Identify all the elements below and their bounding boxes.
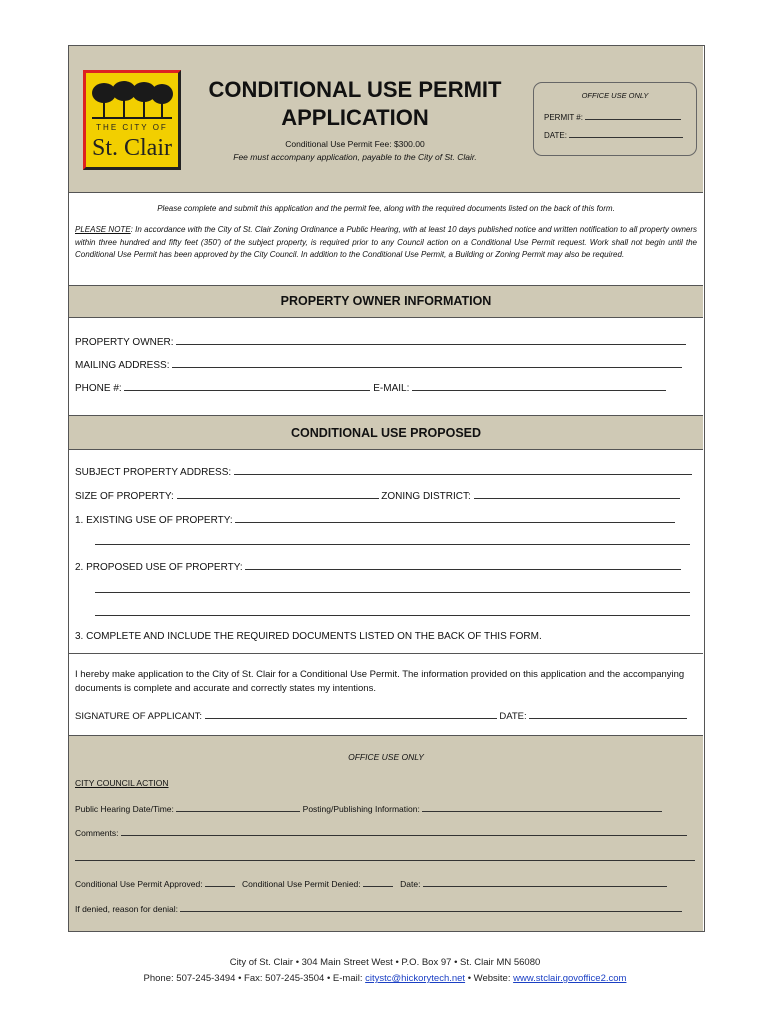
comments-field[interactable]	[75, 827, 695, 838]
permit-form	[68, 45, 705, 932]
signature-field[interactable]	[205, 710, 497, 719]
declaration-text: I hereby make application to the City of St. Clair for a Conditional Use Permit. The information provided on this application and the accompanying documents is complete and accurate and correctly states my intentions.	[75, 669, 685, 694]
signature-date-label: DATE:	[499, 711, 527, 722]
subject-address-field[interactable]	[75, 466, 695, 478]
hearing-label: Public Hearing Date/Time:	[75, 804, 174, 814]
logo-city-text: THE CITY OF	[96, 123, 168, 132]
instructions-note	[75, 224, 697, 262]
page-footer	[0, 955, 770, 987]
existing-use-label: 1. EXISTING USE OF PROPERTY:	[75, 515, 233, 526]
proposed-use-line-3[interactable]	[95, 607, 695, 619]
title-line-2: APPLICATION	[281, 105, 429, 130]
note-label: PLEASE NOTE	[75, 225, 131, 234]
office-date-label: DATE:	[544, 131, 567, 140]
proposed-section-header	[69, 416, 703, 450]
comments-line-2[interactable]	[75, 852, 695, 863]
trees-icon	[90, 79, 174, 123]
mailing-address-field[interactable]	[75, 359, 695, 371]
approval-row	[75, 878, 695, 889]
email-link[interactable]: citystc@hickorytech.net	[365, 973, 466, 984]
note-text: : In accordance with the City of St. Clair Zoning Ordinance a Public Hearing, with at least 10 days published notice and written notification to all property owners within three hundred and fifty feet (350') of the subject property, is required prior to any Council action on a Conditional Use Permit request. Work shall not begin until the Conditional Use Permit has been approved by the City Council. In addition to the Conditional Use Permit, a Building or Zoning Permit may also be required.	[75, 225, 698, 259]
owner-section	[69, 318, 703, 416]
fee-line: Conditional Use Permit Fee: $300.00	[285, 139, 425, 149]
denial-reason-field[interactable]	[75, 903, 695, 914]
posting-label: Posting/Publishing Information:	[302, 804, 420, 814]
permit-number-field[interactable]	[544, 111, 681, 122]
proposed-use-label: 2. PROPOSED USE OF PROPERTY:	[75, 562, 243, 573]
signature-label: SIGNATURE OF APPLICANT:	[75, 711, 203, 722]
size-zoning-row	[75, 490, 695, 502]
permit-label: PERMIT #:	[544, 113, 583, 122]
office-use-box	[533, 82, 697, 156]
footer-address: City of St. Clair • 304 Main Street West • P.O. Box 97 • St. Clair MN 56080	[229, 957, 541, 968]
footer-website-label: • Website:	[465, 973, 514, 984]
size-label: SIZE OF PROPERTY:	[75, 491, 174, 502]
form-header	[69, 46, 703, 193]
denial-reason-label: If denied, reason for denial:	[75, 904, 179, 914]
decision-date-label: Date:	[400, 879, 421, 889]
zoning-label: ZONING DISTRICT:	[381, 491, 471, 502]
email-field[interactable]	[412, 382, 666, 391]
office-use-section	[69, 736, 703, 931]
council-action-heading: CITY COUNCIL ACTION	[75, 778, 169, 788]
footer-phone-fax: Phone: 507-245-3494 • Fax: 507-245-3504 • E-mail:	[143, 973, 366, 984]
website-link[interactable]: www.stclair.govoffice2.com	[513, 973, 627, 984]
logo-name-text: St. Clair	[91, 135, 172, 161]
proposed-section-title: CONDITIONAL USE PROPOSED	[290, 426, 482, 440]
owner-section-header	[69, 286, 703, 318]
instructions-section	[69, 193, 703, 286]
phone-field[interactable]	[124, 382, 370, 391]
signature-date-field[interactable]	[529, 710, 687, 719]
subject-address-label: SUBJECT PROPERTY ADDRESS:	[75, 467, 232, 478]
required-documents-item: 3. COMPLETE AND INCLUDE THE REQUIRED DOCUMENTS LISTED ON THE BACK OF THIS FORM.	[75, 631, 542, 642]
office-section-title: OFFICE USE ONLY	[348, 752, 424, 762]
approved-label: Conditional Use Permit Approved:	[75, 879, 203, 889]
proposed-section	[69, 450, 703, 654]
property-owner-label: PROPERTY OWNER:	[75, 337, 174, 348]
office-date-field[interactable]	[544, 129, 683, 140]
fee-info	[197, 138, 513, 164]
proposed-use-field[interactable]	[75, 561, 695, 573]
zoning-field[interactable]	[474, 490, 680, 499]
property-owner-field[interactable]	[75, 336, 695, 348]
mailing-address-label: MAILING ADDRESS:	[75, 360, 170, 371]
size-field[interactable]	[177, 490, 379, 499]
proposed-use-line-2[interactable]	[95, 584, 695, 596]
instructions-intro: Please complete and submit this application and the permit fee, along with the required documents listed on the back of this form.	[157, 204, 615, 213]
approved-field[interactable]	[205, 878, 235, 887]
denied-label: Conditional Use Permit Denied:	[242, 879, 361, 889]
fee-note: Fee must accompany application, payable to the City of St. Clair.	[233, 152, 477, 162]
city-logo	[83, 70, 181, 170]
phone-label: PHONE #:	[75, 383, 122, 394]
existing-use-line-2[interactable]	[95, 536, 695, 548]
phone-email-row	[75, 382, 695, 394]
existing-use-field[interactable]	[75, 514, 695, 526]
declaration-section	[69, 654, 703, 736]
email-label: E-MAIL:	[373, 383, 410, 394]
owner-section-title: PROPERTY OWNER INFORMATION	[280, 294, 492, 308]
form-title	[197, 76, 513, 132]
hearing-field[interactable]	[176, 803, 300, 812]
denied-field[interactable]	[363, 878, 393, 887]
hearing-posting-row	[75, 803, 695, 814]
signature-row	[75, 710, 695, 722]
footer-contact	[0, 971, 770, 987]
office-box-title: OFFICE USE ONLY	[581, 91, 649, 100]
title-line-1: CONDITIONAL USE PERMIT	[208, 77, 502, 102]
decision-date-field[interactable]	[423, 878, 667, 887]
posting-field[interactable]	[422, 803, 662, 812]
comments-label: Comments:	[75, 828, 119, 838]
